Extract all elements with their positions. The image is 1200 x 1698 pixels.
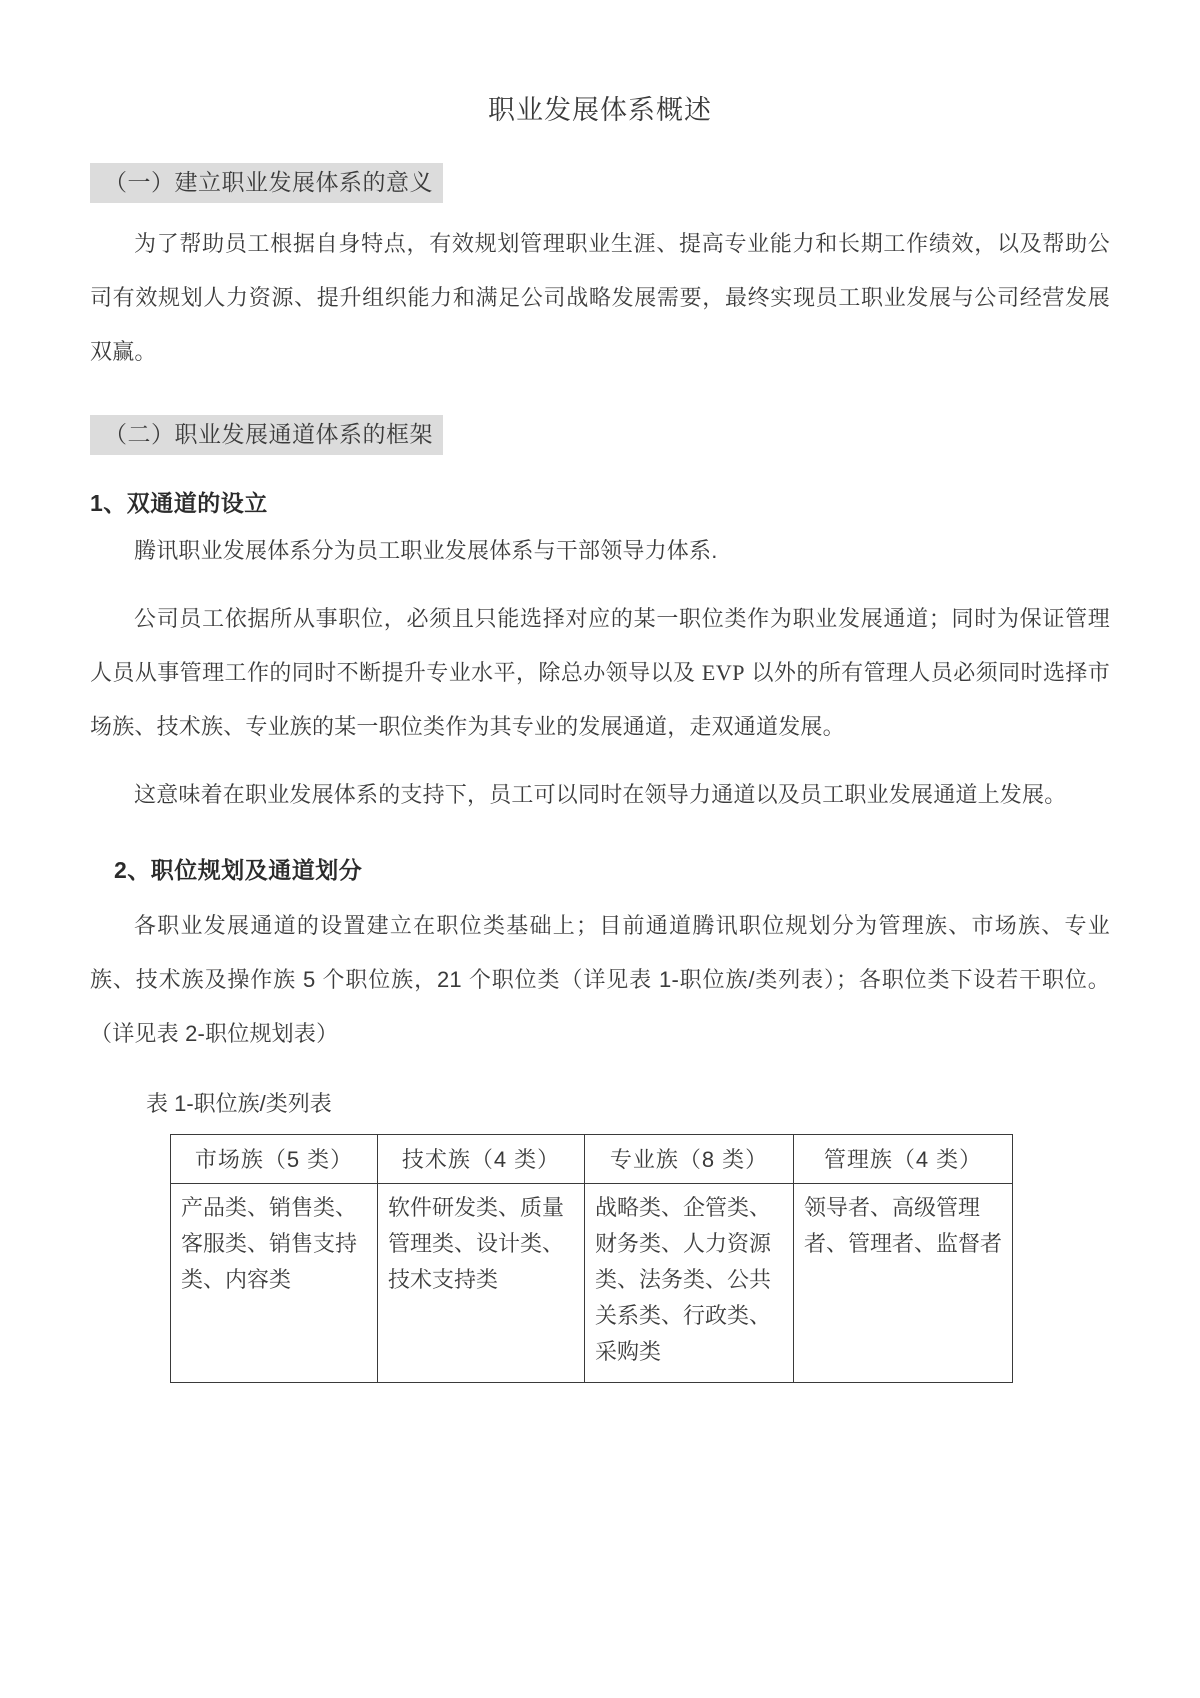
table-header-management-family: 管理族（4 类）: [794, 1134, 1013, 1183]
subsection-1-paragraph-3: 这意味着在职业发展体系的支持下，员工可以同时在领导力通道以及员工职业发展通道上发展。: [134, 781, 1067, 807]
table-cell-professional-classes: 战略类、企管类、财务类、人力资源类、法务类、公共关系类、行政类、采购类: [585, 1183, 794, 1382]
job-family-table: [170, 1134, 1013, 1383]
table-header-market-family: 市场族（5 类）: [171, 1134, 378, 1183]
section-one-heading-row: [90, 163, 1110, 203]
section-heading-one: （一）建立职业发展体系的意义: [90, 163, 443, 203]
section-one-paragraph-1: 为了帮助员工根据自身特点，有效规划管理职业生涯、提高专业能力和长期工作绩效，以及帮助公司有效规划人力资源、提升组织能力和满足公司战略发展需要，最终实现员工职业发展与公司经营发展双赢。: [90, 230, 1110, 364]
section-heading-two: （二）职业发展通道体系的框架: [90, 415, 443, 455]
subsection-1-paragraph-1: 腾讯职业发展体系分为员工职业发展体系与干部领导力体系.: [134, 537, 718, 563]
subsection-heading-2: 2、职位规划及通道划分: [114, 856, 363, 883]
table-row: [171, 1183, 1013, 1382]
table-1-container: [170, 1134, 1110, 1383]
subsection-2-paragraph-1: 各职业发展通道的设置建立在职位类基础上；目前通道腾讯职位规划分为管理族、市场族、专业族、技术族及操作族 5 个职位族，21 个职位类（详见表 1-职位族/类列表）；各职位类下设若干职位。（详见表 2-职位规划表）: [90, 912, 1110, 1046]
section-two-heading-row: [90, 415, 1110, 455]
subsection-heading-1: 1、双通道的设立: [90, 489, 268, 516]
page-title: 职业发展体系概述: [488, 95, 712, 125]
table-header-professional-family: 专业族（8 类）: [585, 1134, 794, 1183]
table-1-caption: 表 1-职位族/类列表: [146, 1090, 332, 1116]
table-header-technical-family: 技术族（4 类）: [378, 1134, 585, 1183]
table-cell-management-classes: 领导者、高级管理者、管理者、监督者: [794, 1183, 1013, 1382]
subsection-1-paragraph-2: 公司员工依据所从事职位，必须且只能选择对应的某一职位类作为职业发展通道；同时为保证管理人员从事管理工作的同时不断提升专业水平，除总办领导以及 EVP 以外的所有管理人员必须同时选择市场族、技术族、专业族的某一职位类作为其专业的发展通道，走双通道发展。: [90, 605, 1110, 739]
table-cell-market-classes: 产品类、销售类、客服类、销售支持类、内容类: [171, 1183, 378, 1382]
table-cell-technical-classes: 软件研发类、质量管理类、设计类、技术支持类: [378, 1183, 585, 1382]
table-header-row: [171, 1134, 1013, 1183]
